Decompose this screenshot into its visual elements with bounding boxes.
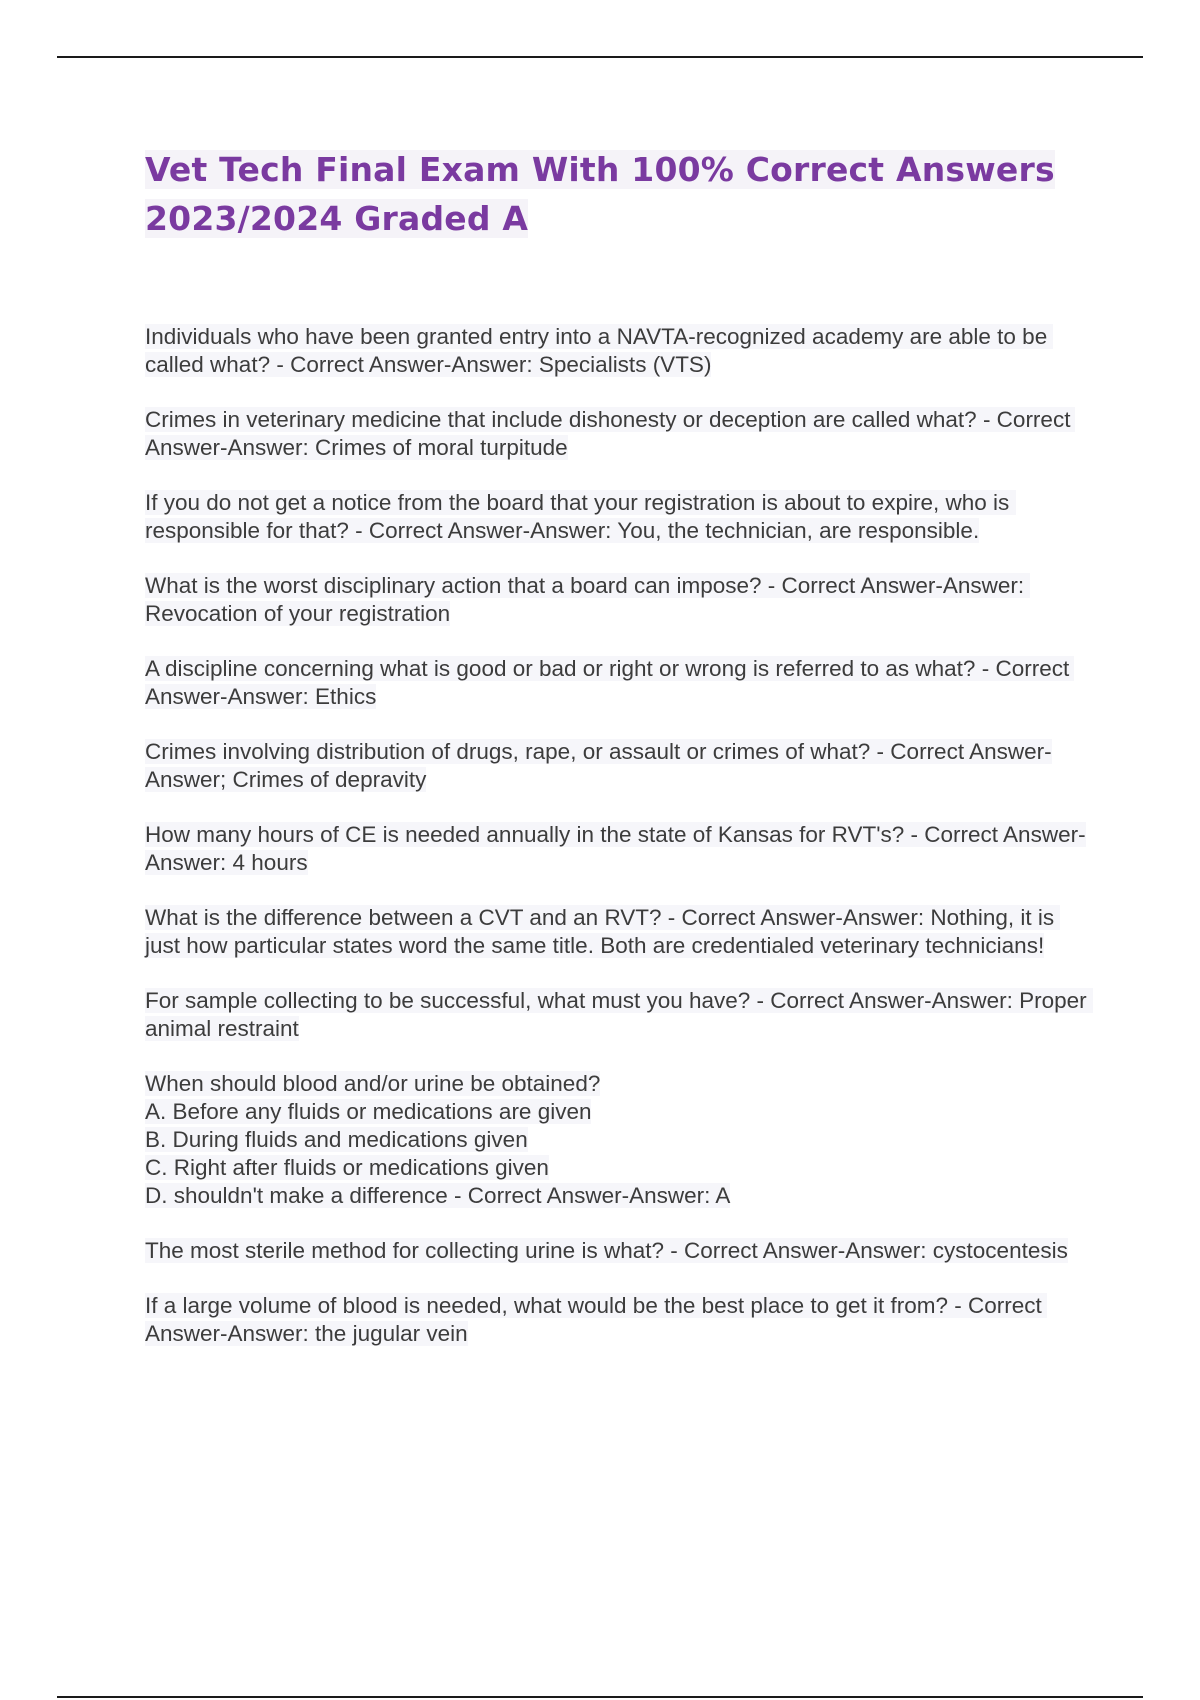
footer-rule [57,1696,1143,1698]
title-line-2: 2023/2024 Graded A [145,199,529,238]
qa-item [145,821,1095,877]
qa-text: If a large volume of blood is needed, what would be the best place to get it from? - Correct Answer-Answer: the jugular vein [145,1293,1047,1346]
title-line-1: Vet Tech Final Exam With 100% Correct Answers [145,150,1055,189]
qa-item [145,1070,1095,1210]
qa-text: Crimes in veterinary medicine that include dishonesty or deception are called what? - Correct Answer-Answer: Crimes of moral turpitude [145,407,1076,460]
qa-text: Individuals who have been granted entry into a NAVTA-recognized academy are able to be called what? - Correct Answer-Answer: Specialists (VTS) [145,324,1054,377]
qa-item [145,1292,1095,1348]
qa-item [145,323,1095,379]
qa-list [145,323,1095,1348]
qa-text: For sample collecting to be successful, what must you have? - Correct Answer-Answer: Proper animal restraint [145,988,1093,1041]
qa-text: Crimes involving distribution of drugs, rape, or assault or crimes of what? - Correct Answer-Answer; Crimes of depravity [145,739,1052,792]
qa-text: When should blood and/or urine be obtained? A. Before any fluids or medications are given B. During fluids and medications given C. Right after fluids or medications given D. shouldn't make a difference - Correct Answer-Answer: A [145,1071,731,1208]
qa-text: How many hours of CE is needed annually in the state of Kansas for RVT's? - Correct Answer-Answer: 4 hours [145,822,1086,875]
qa-text: What is the worst disciplinary action that a board can impose? - Correct Answer-Answer: Revocation of your registration [145,573,1031,626]
qa-text: A discipline concerning what is good or bad or right or wrong is referred to as what? - Correct Answer-Answer: Ethics [145,656,1075,709]
qa-item [145,738,1095,794]
document-body [145,145,1095,1375]
qa-item [145,406,1095,462]
qa-text: The most sterile method for collecting urine is what? - Correct Answer-Answer: cystocentesis [145,1238,1068,1263]
qa-text: If you do not get a notice from the board that your registration is about to expire, who is responsible for that? - Correct Answer-Answer: You, the technician, are responsible. [145,490,1016,543]
qa-item [145,489,1095,545]
qa-item [145,1237,1095,1265]
qa-text: What is the difference between a CVT and an RVT? - Correct Answer-Answer: Nothing, it is just how particular states word the same title. Both are credentialed veterinary technicians! [145,905,1061,958]
qa-item [145,655,1095,711]
qa-item [145,987,1095,1043]
document-title [145,145,1095,243]
qa-item [145,904,1095,960]
header-rule [57,56,1143,58]
qa-item [145,572,1095,628]
